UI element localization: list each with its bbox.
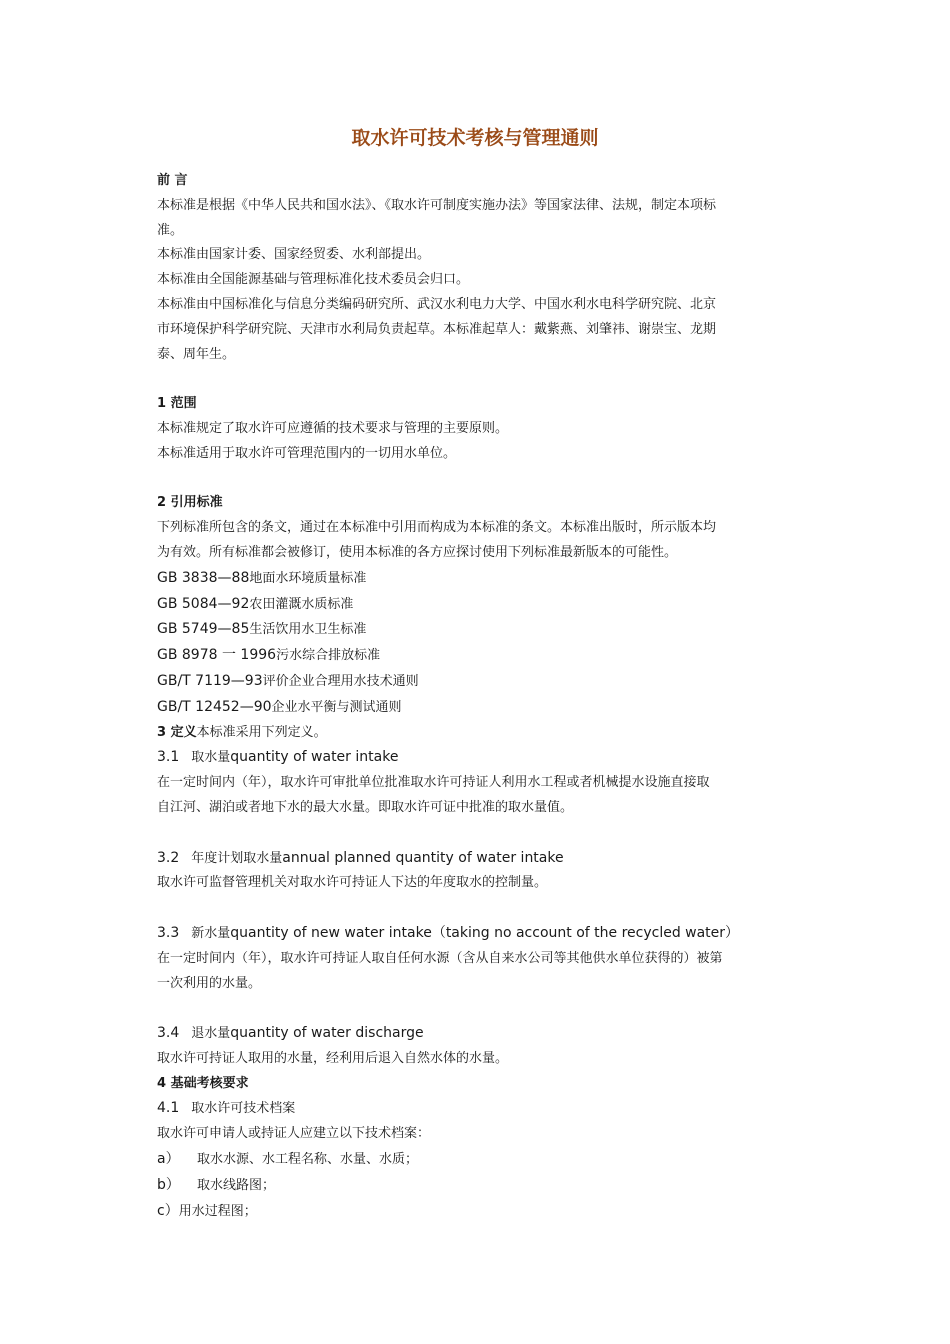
- reference-standard: [157, 566, 797, 592]
- paragraph-line: 本标准是根据《中华人民共和国水法》、《取水许可制度实施办法》等国家法律、法规，制定本项标: [157, 197, 717, 213]
- document-title: 取水许可技术考核与管理通则: [351, 127, 599, 149]
- list-item-text: 取水水源、水工程名称、水量、水质；: [197, 1152, 419, 1168]
- list-item: [157, 1199, 797, 1225]
- section-2-heading: 2 引用标准: [157, 495, 223, 511]
- standard-code: GB/T 7119—93: [157, 672, 263, 689]
- paragraph-line: 为有效。所有标准都会被修订，使用本标准的各方应探讨使用下列标准最新版本的可能性。: [157, 544, 678, 560]
- standard-name: 污水综合排放标准: [276, 648, 381, 664]
- standard-name: 农田灌溉水质标准: [249, 596, 354, 612]
- section-3-line: [157, 721, 797, 746]
- paragraph-line: 本标准由中国标准化与信息分类编码研究所、武汉水利电力大学、中国水利水电科学研究院、北京: [157, 296, 717, 312]
- standard-name: 评价企业合理用水技术通则: [262, 673, 419, 689]
- subsection-heading: [157, 1096, 797, 1122]
- spacer: [157, 467, 797, 492]
- paragraph-line: 下列标准所包含的条文，通过在本标准中引用而构成为本标准的条文。本标准出版时，所示版本均: [157, 520, 717, 536]
- paragraph-line: 本标准规定了取水许可应遵循的技术要求与管理的主要原则。: [157, 420, 509, 436]
- definition-term-zh: 退水量: [191, 1026, 231, 1042]
- paragraph-line: 在一定时间内（年），取水许可持证人取自任何水源（含从自来水公司等其他供水单位获得的）被第: [157, 950, 723, 966]
- list-item-text: 取水线路图；: [197, 1177, 276, 1193]
- paragraph-line: 本标准由国家计委、国家经贸委、水利部提出。: [157, 247, 431, 263]
- standard-code: GB/T 12452—90: [157, 698, 272, 715]
- list-item-label: b）: [157, 1176, 180, 1193]
- standard-name: 企业水平衡与测试通则: [271, 699, 402, 715]
- subsection-number: 4.1: [157, 1100, 180, 1117]
- spacer: [157, 996, 797, 1021]
- section-1-heading: 1 范围: [157, 396, 197, 412]
- definition-term-en: quantity of water discharge: [230, 1025, 424, 1042]
- subsection-title: 取水许可技术档案: [191, 1101, 296, 1117]
- list-item-label: a）: [157, 1151, 180, 1168]
- definition-number: 3.2: [157, 849, 180, 866]
- document-body: [157, 169, 797, 1224]
- definition-term-zh: 新水量: [191, 925, 231, 941]
- standard-code: GB 3838—88: [157, 569, 250, 586]
- reference-standard: [157, 669, 797, 695]
- definition-number: 3.3: [157, 924, 180, 941]
- reference-standard: [157, 617, 797, 643]
- standard-name: 地面水环境质量标准: [249, 570, 367, 586]
- definition-term-en: quantity of water intake: [230, 749, 399, 766]
- definition-heading: [157, 745, 797, 771]
- definition-number: 3.1: [157, 749, 180, 766]
- definition-term-en: quantity of new water intake（taking no account of the recycled water）: [230, 924, 740, 941]
- list-item: [157, 1147, 797, 1173]
- section-4-heading: 4 基础考核要求: [157, 1075, 249, 1091]
- paragraph-line: 在一定时间内（年），取水许可审批单位批准取水许可持证人利用水工程或者机械提水设施直接取: [157, 775, 710, 791]
- list-item: [157, 1173, 797, 1199]
- paragraph-line: 本标准适用于取水许可管理范围内的一切用水单位。: [157, 445, 457, 461]
- definition-heading: [157, 846, 797, 872]
- paragraph-line: 本标准由全国能源基础与管理标准化技术委员会归口。: [157, 272, 470, 288]
- standard-code: GB 8978 一 1996: [157, 647, 277, 664]
- paragraph-line: 准。: [157, 222, 184, 238]
- list-item-text: 用水过程图；: [178, 1203, 257, 1219]
- preface-heading: 前 言: [157, 173, 188, 188]
- section-3-heading: 3 定义: [157, 724, 197, 740]
- paragraph-line: 取水许可持证人取用的水量，经利用后退入自然水体的水量。: [157, 1050, 509, 1066]
- standard-code: GB 5749—85: [157, 621, 250, 638]
- reference-standard: [157, 643, 797, 669]
- paragraph-line: 取水许可申请人或持证人应建立以下技术档案：: [157, 1126, 431, 1142]
- definition-term-en: annual planned quantity of water intake: [282, 849, 564, 866]
- paragraph-line: 一次利用的水量。: [157, 975, 262, 991]
- spacer: [157, 367, 797, 392]
- definition-term-zh: 年度计划取水量: [191, 850, 283, 866]
- paragraph-line: 泰、周年生。: [157, 346, 236, 362]
- reference-standard: [157, 592, 797, 618]
- definition-heading: [157, 1021, 797, 1047]
- reference-standard: [157, 695, 797, 721]
- definition-number: 3.4: [157, 1025, 180, 1042]
- definition-term-zh: 取水量: [191, 750, 231, 766]
- definition-heading: [157, 921, 797, 947]
- standard-code: GB 5084—92: [157, 595, 250, 612]
- paragraph-line: 市环境保护科学研究院、天津市水利局负责起草。本标准起草人：戴紫燕、刘肇祎、谢崇宝、龙期: [157, 321, 717, 337]
- spacer: [157, 821, 797, 846]
- standard-name: 生活饮用水卫生标准: [249, 622, 367, 638]
- paragraph-line: 取水许可监督管理机关对取水许可持证人下达的年度取水的控制量。: [157, 875, 548, 891]
- spacer: [157, 896, 797, 921]
- section-3-intro: 本标准采用下列定义。: [196, 724, 327, 740]
- paragraph-line: 自江河、湖泊或者地下水的最大水量。即取水许可证中批准的取水量值。: [157, 799, 574, 815]
- list-item-label: c）: [157, 1202, 179, 1219]
